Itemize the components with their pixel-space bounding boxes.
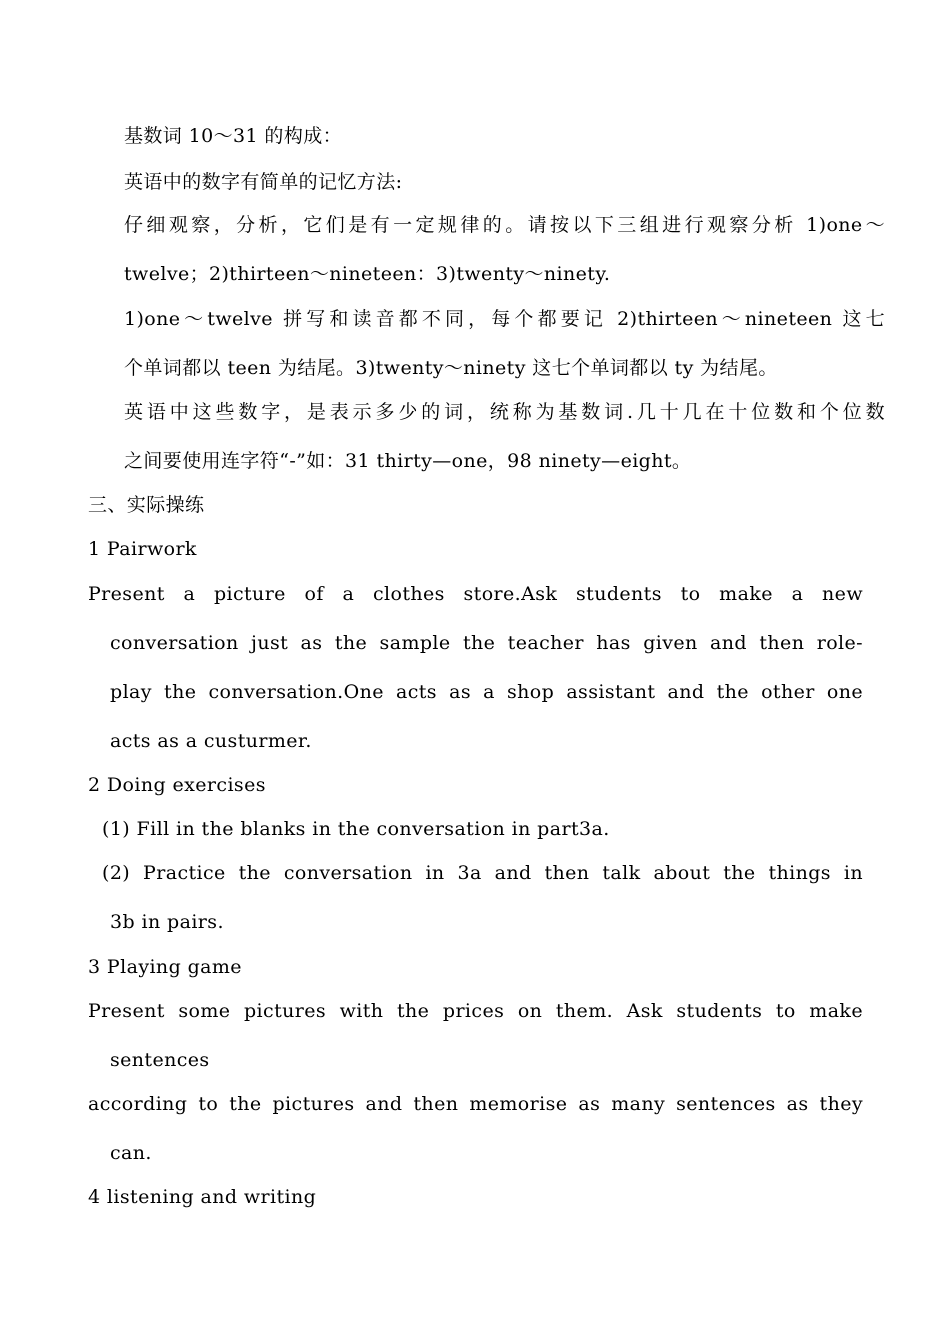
paragraph-line: according to the pictures and then memorise as many sentences as they bbox=[88, 1093, 863, 1115]
paragraph-line: 英语中的数字有简单的记忆方法: bbox=[124, 171, 403, 193]
paragraph-line: 仔细观察，分析，它们是有一定规律的。请按以下三组进行观察分析 1)one～ bbox=[124, 214, 885, 236]
paragraph-line: conversation just as the sample the teacher has given and then role- bbox=[110, 632, 863, 654]
list-item: (2) Practice the conversation in 3a and then talk about the things in bbox=[102, 862, 863, 884]
paragraph-line: 3b in pairs. bbox=[110, 911, 224, 933]
paragraph-line: 英语中这些数字，是表示多少的词，统称为基数词.几十几在十位数和个位数 bbox=[124, 401, 885, 423]
paragraph-line: sentences bbox=[110, 1049, 210, 1071]
subsection-heading: 4 listening and writing bbox=[88, 1186, 317, 1208]
paragraph-line: twelve；2)thirteen～nineteen：3)twenty～ninety. bbox=[124, 263, 611, 285]
section-heading: 三、实际操练 bbox=[88, 494, 205, 516]
subsection-heading: 1 Pairwork bbox=[88, 538, 197, 560]
paragraph-line: Present a picture of a clothes store.Ask students to make a new bbox=[88, 583, 863, 605]
paragraph-line: 之间要使用连字符“-”如：31 thirty—one，98 ninety—eight。 bbox=[124, 450, 692, 472]
subsection-heading: 2 Doing exercises bbox=[88, 774, 266, 796]
paragraph-line: Present some pictures with the prices on them. Ask students to make bbox=[88, 1000, 863, 1022]
paragraph-line: can. bbox=[110, 1142, 152, 1164]
paragraph-line: play the conversation.One acts as a shop assistant and the other one bbox=[110, 681, 863, 703]
paragraph-line: 1)one～twelve 拼写和读音都不同，每个都要记 2)thirteen～nineteen 这七 bbox=[124, 308, 885, 330]
subsection-heading: 3 Playing game bbox=[88, 956, 242, 978]
list-item: (1) Fill in the blanks in the conversation in part3a. bbox=[102, 818, 610, 840]
paragraph-line: 基数词 10～31 的构成： bbox=[124, 125, 343, 147]
paragraph-line: 个单词都以 teen 为结尾。3)twenty～ninety 这七个单词都以 ty 为结尾。 bbox=[124, 357, 778, 379]
paragraph-line: acts as a custurmer. bbox=[110, 730, 312, 752]
